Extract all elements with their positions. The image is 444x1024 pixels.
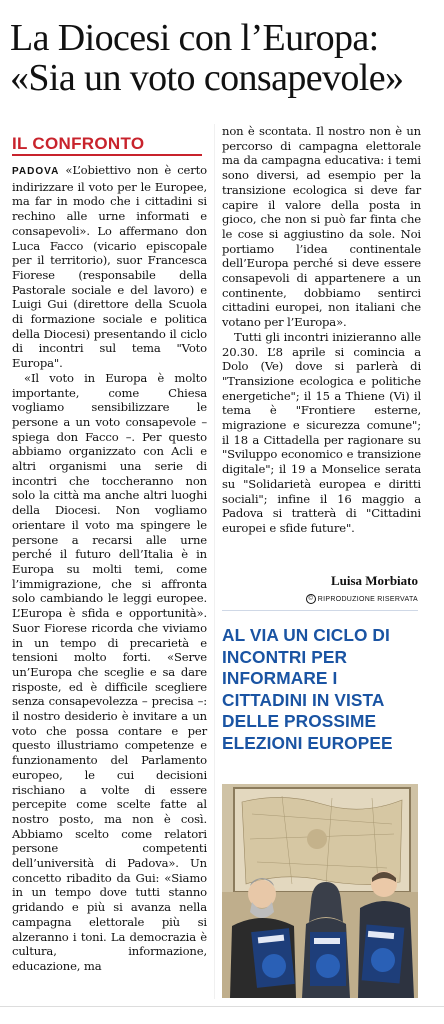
- headline-line-2: «Sia un voto consapevole»: [10, 57, 404, 99]
- headline-line-1: La Diocesi con l’Europa:: [10, 17, 379, 59]
- paragraph-text: «L’obiettivo non è certo indirizzare il voto per le Europee, ma far in modo che i cittadini si rechino alle urne informati e consapevoli». Lo affermano don Luca Facco (vicario episcopale per il territorio), suor Francesca Fiorese (responsabile della Pastorale sociale e del lavoro) e Luigi Gui (direttore della Scuola di formazione sociale e politica della Diocesi) presentando il ciclo di incontri sul tema "Voto Europa".: [12, 163, 207, 371]
- dateline: PADOVA: [12, 166, 60, 177]
- article-paragraph: [12, 163, 207, 371]
- copyright-icon: ©: [306, 594, 316, 604]
- column-separator: [214, 124, 215, 999]
- section-rule: [12, 154, 202, 156]
- article-paragraph: non è scontata. Il nostro non è un percorso di campagna elettorale ma da campagna educativa: i temi sono diversi, ad esempio per la transizione ecologica si deve far capire il valore della posta in gioco, che non si può far finta che le cose si aggiustino da sole. Noi portiamo l’idea continentale dell’Europa perché si deve essere consapevoli di appartenere a un continente, dobbiamo sentirci cittadini europei, non italiani che votano per l’Europa».: [222, 124, 421, 330]
- article-column-2: [222, 124, 421, 536]
- callout-box: AL VIA UN CICLO DI INCONTRI PER INFORMARE I CITTADINI IN VISTA DELLE PROSSIME ELEZIONI EUROPEE: [222, 625, 393, 753]
- article-photo: [222, 784, 418, 998]
- bottom-rule: [0, 1006, 444, 1007]
- copyright-text: RIPRODUZIONE RISERVATA: [317, 595, 418, 603]
- copyright-notice: [222, 594, 418, 604]
- article-paragraph: «Il voto in Europa è molto importante, come Chiesa vogliamo sensibilizzare le persone a un voto consapevole – spiega don Facco –. Per questo abbiamo organizzato con Acli e altri organismi una serie di incontri che toccheranno non solo la città ma anche altri luoghi della Diocesi. Non vogliamo orientare il voto ma spingere le persone a recarsi alle urne perché il futuro dell’Italia è in Europa su molti temi, come l’immigrazione, che si affronta solo cambiando le leggi europee. L’Europa è sfida e opportunità». Suor Fiorese ricorda che viviamo in un tempo di precarietà e tensioni molto forti. «Serve un’Europa che sceglie e sa dare risposte, ed è difficile scegliere senza consapevolezza – precisa –: il nostro desiderio è invitare a un voto che possa contare e per questo illustriamo competenze e funzionamento del Parlamento europeo, le cui decisioni rischiano a volte di essere percepite come scelte fatte al nostro posto, ma non è così. Abbiamo scelto come relatori persone competenti dell’università di Padova». Un concetto ribadito da Gui: «Siamo in un tempo dove tutti stanno gridando e più si avanza nella campagna elettorale più si alzeranno i toni. La democrazia è cultura, informazione, educazione, ma: [12, 370, 207, 973]
- section-label: IL CONFRONTO: [12, 134, 145, 153]
- author-byline: Luisa Morbiato: [330, 573, 418, 588]
- article-column-1: [12, 163, 207, 974]
- photo-illustration: [222, 784, 418, 998]
- article-paragraph: Tutti gli incontri inizieranno alle 20.30. L’8 aprile si comincia a Dolo (Ve) dove si parlerà di "Transizione ecologica e politiche energetiche"; il 15 a Thiene (Vi) il tema è "Frontiere esterne, migrazione e sicurezza comune"; il 18 a Cittadella per ragionare su "Sviluppo economico e transizione digitale"; il 19 a Monselice serata su "Solidarietà europea e diritti sociali"; infine il 16 maggio a Padova si tratterà di "Cittadini europei e sfide future".: [222, 329, 421, 535]
- divider: [222, 610, 418, 611]
- headline: [10, 18, 435, 98]
